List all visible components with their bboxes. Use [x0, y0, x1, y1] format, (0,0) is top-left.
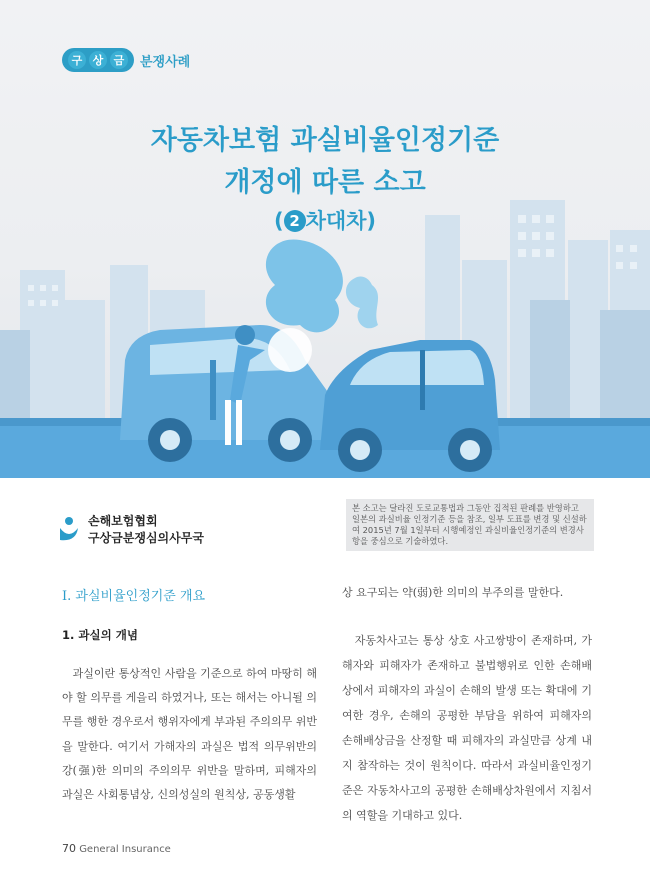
impact-flash — [268, 328, 312, 372]
body-paragraph-right-1: 상 요구되는 약(弱)한 의미의 부주의를 말한다. — [342, 586, 564, 599]
category-pill — [62, 48, 134, 72]
section-heading: Ⅰ. 과실비율인정기준 개요 — [62, 589, 206, 604]
left-paragraph-text: 과실이란 통상적인 사람을 기준으로 하여 마땅히 해야 할 의무를 게을리 하였거나, 또는 해서는 아니될 의무를 행한 경우로서 행위자에게 부과된 주의의무 위반을 말한다. 여기서 가해자의 과실은 법적 의무위반의 강(强)한 의미의 주의의무 위반을 말하며, 피해자의 과실은 사회통념상, 신의성실의 원칙상, 공동생활 — [62, 667, 317, 802]
subtitle-open-paren: ( — [273, 209, 284, 233]
body-paragraph-right-2 — [342, 628, 592, 828]
subsection-heading: 1. 과실의 개념 — [62, 628, 138, 642]
author-block — [58, 513, 204, 547]
body-paragraph-left — [62, 662, 317, 807]
page-subtitle — [0, 205, 650, 235]
author-org: 손해보험협회 — [88, 514, 158, 528]
author-office: 구상금분쟁심의사무국 — [88, 531, 204, 545]
circled-number: 2 — [284, 210, 306, 232]
subtitle-text: 차대차) — [305, 209, 377, 233]
page-number: 70 — [62, 842, 76, 855]
tag-char: 구 — [68, 51, 86, 69]
page-title-line-1: 자동차보험 과실비율인정기준 — [150, 125, 500, 156]
page-title-line-2: 개정에 따른 소고 — [224, 167, 426, 198]
publication-name: General Insurance — [79, 844, 171, 855]
right-paragraph-text: 자동차사고는 통상 상호 사고쌍방이 존재하며, 가해자와 피해자가 존재하고 불법행위로 인한 손해배상에서 피해자의 과실이 손해의 발생 또는 확대에 기여한 경우, 손해의 공평한 부담을 위하여 피해자의 손해배상금을 산정할 때 피해자의 과실만큼 상계 내지 참작하는 것이 원칙이다. 따라서 과실비율인정기준은 자동차사고의 공평한 손해배상차원에서 지침서의 역할을 기대하고 있다. — [342, 634, 592, 822]
association-logo-icon — [58, 516, 80, 544]
category-label: 분쟁사례 — [140, 54, 191, 70]
tag-char: 금 — [110, 51, 128, 69]
tag-char: 상 — [89, 51, 107, 69]
smoke-cloud — [266, 239, 343, 332]
page-footer — [62, 842, 171, 855]
abstract-box: 본 소고는 달라진 도로교통법과 그동안 집적된 판례를 반영하고 일본의 과실비율 인정기준 등을 참조, 일부 도표를 변경 및 신설하여 2015년 7월 1일부터 시행예정인 과실비율인정기준의 변경사항을 중심으로 기술하였다. — [346, 499, 594, 551]
category-tag — [62, 48, 190, 72]
